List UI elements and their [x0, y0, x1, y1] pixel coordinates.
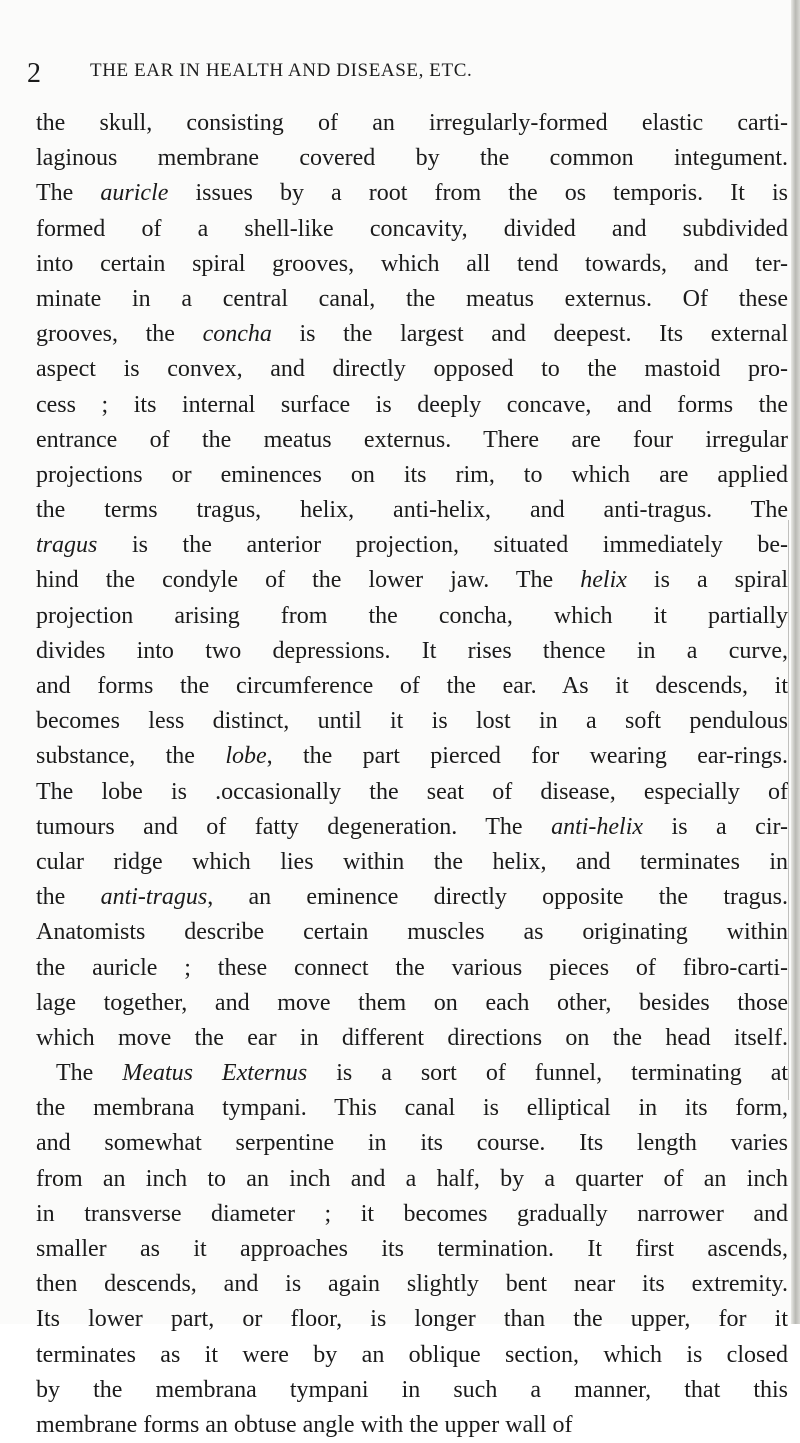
- text-run: Anatomists describe certain muscles as originating within: [36, 919, 788, 946]
- text-run: The: [56, 1060, 123, 1087]
- text-run: in transverse diameter ; it becomes gradually narrower and: [36, 1200, 788, 1227]
- text-line: [36, 1408, 788, 1443]
- text-line: [36, 1126, 788, 1161]
- text-line: [36, 141, 788, 176]
- text-run: and forms the circumference of the ear. As it descends, it: [36, 673, 788, 699]
- text-run: entrance of the meatus externus. There are four irregular: [36, 426, 788, 453]
- text-line: [36, 563, 788, 598]
- running-head: THE EAR IN HEALTH AND DISEASE, ETC.: [90, 60, 473, 81]
- text-line: [36, 458, 788, 493]
- text-line: [36, 599, 788, 634]
- text-line: [36, 669, 788, 704]
- text-run: formed of a shell-like concavity, divided and subdivided: [36, 215, 788, 242]
- text-line: [36, 1302, 788, 1337]
- text-run: Its lower part, or floor, is longer than the upper, for it: [36, 1306, 788, 1333]
- text-run: divides into two depressions. It rises thence in a curve,: [36, 637, 788, 664]
- italic-term: helix: [580, 567, 627, 594]
- text-run: by the membrana tympani in such a manner, that this: [36, 1376, 788, 1403]
- italic-term: Meatus Externus: [122, 1060, 308, 1087]
- text-run: The: [36, 180, 101, 207]
- text-line: [36, 880, 788, 915]
- text-line: [36, 423, 788, 458]
- italic-term: lobe: [225, 743, 267, 770]
- text-line: [36, 493, 788, 528]
- text-run: hind the condyle of the lower jaw. The: [36, 567, 581, 594]
- text-run: , an eminence directly opposite the tragus.: [207, 884, 788, 911]
- italic-term: auricle: [100, 180, 169, 207]
- text-run: The lobe is .occasionally the seat of disease, especially of: [36, 778, 788, 805]
- text-run: becomes less distinct, until it is lost in a soft pendulous: [36, 708, 788, 735]
- text-run: projections or eminences on its rim, to which are applied: [36, 461, 788, 488]
- page-edge: [791, 0, 800, 1324]
- text-line: [36, 1162, 788, 1197]
- italic-term: tragus: [36, 532, 98, 559]
- text-line: [36, 1338, 788, 1373]
- text-run: tumours and of fatty degeneration. The: [36, 813, 552, 840]
- text-run: is a cir-: [643, 813, 789, 840]
- text-line: [36, 739, 788, 774]
- text-run: membrane forms an obtuse angle with the upper wall of: [36, 1411, 573, 1438]
- text-line: [36, 247, 788, 282]
- text-run: minate in a central canal, the meatus externus. Of these: [36, 285, 788, 312]
- text-run: the membrana tympani. This canal is elliptical in its form,: [36, 1095, 788, 1122]
- text-line: [36, 986, 788, 1021]
- text-run: the skull, consisting of an irregularly-formed elastic carti-: [36, 110, 788, 136]
- italic-term: anti-helix: [551, 813, 644, 840]
- text-run: cular ridge which lies within the helix, and terminates in: [36, 848, 788, 875]
- text-run: then descends, and is again slightly bent near its extremity.: [36, 1271, 788, 1298]
- text-line: [36, 704, 788, 739]
- text-run: from an inch to an inch and a half, by a quarter of an inch: [36, 1165, 788, 1192]
- page-number: 2: [27, 58, 41, 89]
- text-line: [36, 528, 788, 563]
- text-run: cess ; its internal surface is deeply concave, and forms the: [36, 391, 788, 418]
- text-run: the: [36, 884, 101, 911]
- italic-term: anti-tragus: [100, 884, 208, 911]
- text-run: aspect is convex, and directly opposed to the mastoid pro-: [36, 356, 788, 383]
- text-run: lage together, and move them on each other, besides those: [36, 989, 788, 1016]
- text-line: [36, 1373, 788, 1408]
- text-run: the auricle ; these connect the various pieces of fibro-carti-: [36, 954, 788, 981]
- text-line: [36, 1267, 788, 1302]
- text-line: [36, 282, 788, 317]
- text-run: is a sort of funnel, terminating at: [307, 1060, 789, 1087]
- text-run: is the largest and deepest. Its external: [271, 321, 788, 348]
- text-line: [36, 845, 788, 880]
- text-run: substance, the: [36, 743, 226, 770]
- text-line: [36, 1232, 788, 1267]
- text-line: [36, 352, 788, 387]
- text-run: is a spiral: [626, 567, 789, 594]
- text-run: grooves, the: [36, 321, 203, 348]
- text-run: terminates as it were by an oblique section, which is closed: [36, 1341, 788, 1368]
- text-run: into certain spiral grooves, which all tend towards, and ter-: [36, 250, 788, 277]
- text-line: [36, 1021, 788, 1056]
- text-run: and somewhat serpentine in its course. Its length varies: [36, 1130, 788, 1157]
- text-run: smaller as it approaches its termination. It first ascends,: [36, 1236, 788, 1262]
- text-run: projection arising from the concha, which it partially: [36, 602, 788, 629]
- text-line: [36, 212, 788, 247]
- text-line: [36, 388, 788, 423]
- text-line: [36, 1091, 788, 1126]
- text-line: [36, 634, 788, 669]
- text-run: is the anterior projection, situated immediately be-: [97, 532, 788, 559]
- text-line: [36, 915, 788, 950]
- text-run: , the part pierced for wearing ear-rings.: [266, 743, 789, 770]
- page-edge-shadow: [788, 520, 789, 1100]
- text-run: the terms tragus, helix, anti-helix, and anti-tragus. The: [36, 497, 788, 524]
- text-line: [36, 176, 788, 211]
- text-line: [36, 1197, 788, 1232]
- text-line: [36, 317, 788, 352]
- text-run: laginous membrane covered by the common integument.: [36, 145, 788, 172]
- body-text: [36, 106, 788, 1443]
- text-run: issues by a root from the os temporis. It is: [168, 180, 789, 207]
- text-line: [36, 106, 788, 141]
- text-line: [36, 810, 788, 845]
- text-line: [36, 1056, 788, 1091]
- text-line: [36, 951, 788, 986]
- text-run: which move the ear in different directions on the head itself.: [36, 1024, 788, 1051]
- italic-term: concha: [202, 321, 272, 348]
- text-line: [36, 775, 788, 810]
